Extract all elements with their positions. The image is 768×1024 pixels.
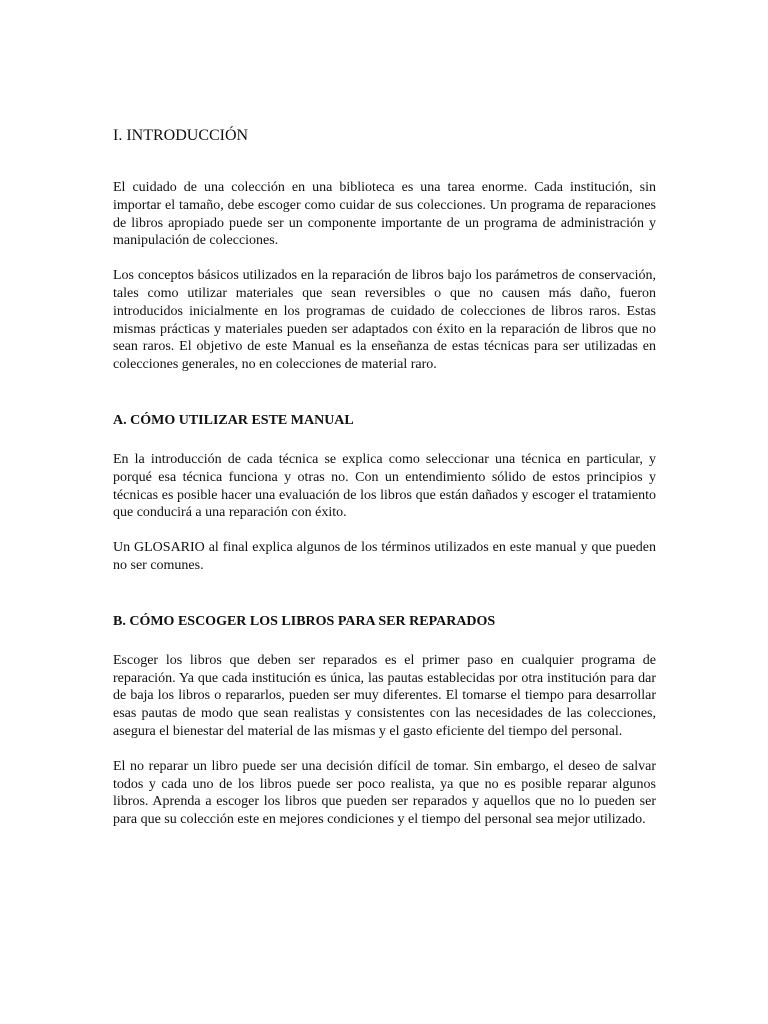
document-title: I. INTRODUCCIÓN [113,127,249,144]
section-b-paragraph-2: El no reparar un libro puede ser una decisión difícil de tomar. Sin embargo, el deseo de salvar todos y cada uno de los libros puede ser poco realista, ya que no es posible reparar algunos libros. Aprenda a escoger los libros que pueden ser reparados y aquellos que no lo pueden ser para que su colección este en mejores condiciones y el tiempo del personal sea mejor utilizado. [113,758,656,828]
intro-paragraph-2: Los conceptos básicos utilizados en la reparación de libros bajo los parámetros de conservación, tales como utilizar materiales que sean reversibles o que no causen más daño, fueron introducidos inicialmente en los programas de cuidado de colecciones de libros raros. Estas mismas prácticas y materiales pueden ser adaptados con éxito en la reparación de libros que no sean raros. El objetivo de este Manual es la enseñanza de estas técnicas para ser utilizadas en colecciones generales, no en colecciones de material raro. [113,268,656,373]
intro-paragraph-1: El cuidado de una colección en una biblioteca es una tarea enorme. Cada institución, sin importar el tamaño, debe escoger como cuidar de sus colecciones. Un programa de reparaciones de libros apropiado puede ser un componente importante de un programa de administración y manipulación de colecciones. [113,180,656,249]
section-b-paragraph-1: Escoger los libros que deben ser reparados es el primer paso en cualquier programa de reparación. Ya que cada institución es única, las pautas establecidas por otra institución para dar de baja los libros o repararlos, pueden ser muy diferentes. El tomarse el tiempo para desarrollar esas pautas de modo que sean realistas y consistentes con las necesidades de las colecciones, asegura el bienestar del material de las mismas y el gasto eficiente del tiempo del personal. [113,652,656,739]
section-a-paragraph-2: Un GLOSARIO al final explica algunos de los términos utilizados en este manual y que pueden no ser comunes. [113,540,656,573]
document-page [113,126,656,846]
section-a-heading: A. CÓMO UTILIZAR ESTE MANUAL [113,412,354,428]
section-b-heading: B. CÓMO ESCOGER LOS LIBROS PARA SER REPARADOS [113,613,496,629]
section-a-paragraph-1: En la introducción de cada técnica se explica como seleccionar una técnica en particular, y porqué esa técnica funciona y otras no. Con un entendimiento sólido de estos principios y técnicas es posible hacer una evaluación de los libros que están dañados y escoger el tratamiento que conducirá a una reparación con éxito. [113,451,656,521]
